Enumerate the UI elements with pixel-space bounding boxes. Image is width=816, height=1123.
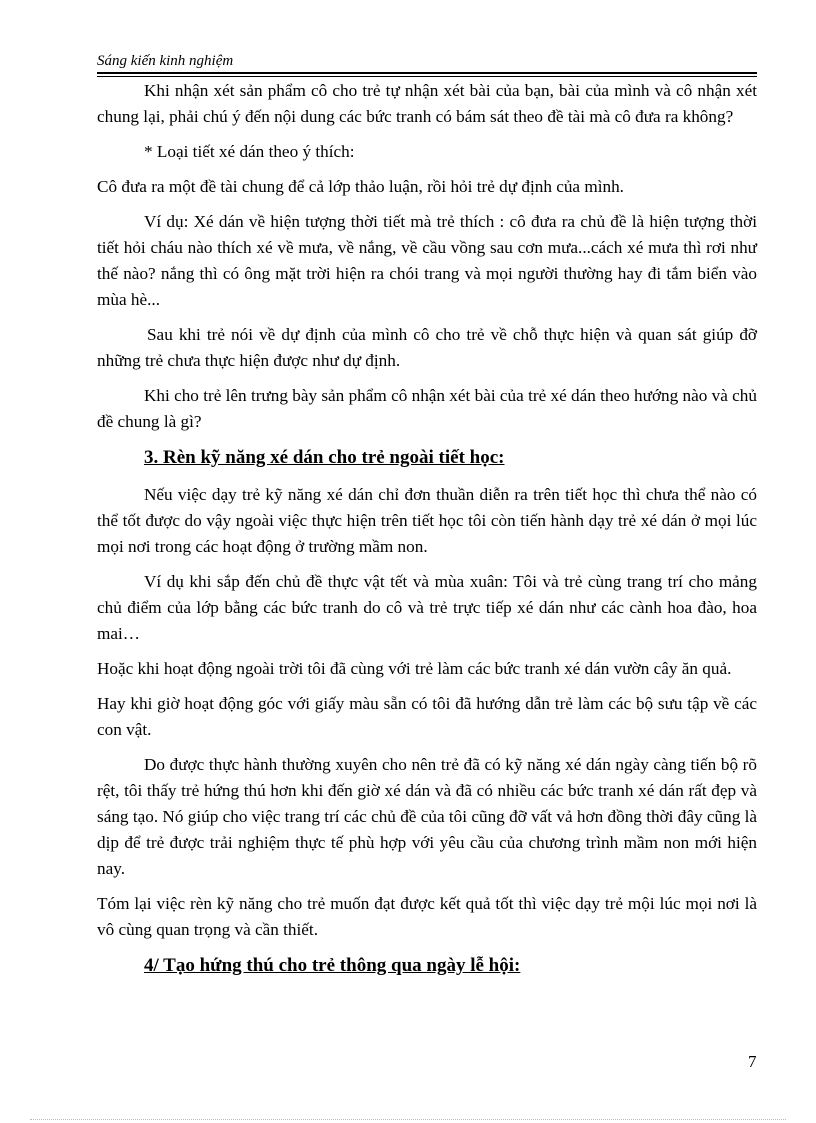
paragraph-3: Cô đưa ra một đề tài chung để cả lớp thảo luận, rồi hỏi trẻ dự định của mình. xyxy=(97,177,624,196)
paragraph-5: Sau khi trẻ nói về dự định của mình cô cho trẻ về chỗ thực hiện và quan sát giúp đỡ những trẻ chưa thực hiện được như dự định. xyxy=(97,325,757,370)
paragraph-2: * Loại tiết xé dán theo ý thích: xyxy=(144,142,355,161)
paragraph-12: Tóm lại việc rèn kỹ năng cho trẻ muốn đạt được kết quả tốt thì việc dạy trẻ mội lúc mọi nơi là vô cùng quan trọng và cần thiết. xyxy=(97,894,757,939)
page-bottom-border xyxy=(30,1119,786,1120)
paragraph-1: Khi nhận xét sản phẩm cô cho trẻ tự nhận xét bài của bạn, bài của mình và cô nhận xét chung lại, phải chú ý đến nội dung các bức tranh có bám sát theo đề tài mà cô đưa ra không? xyxy=(97,81,757,126)
section-heading-4: 4/ Tạo hứng thú cho trẻ thông qua ngày lễ hội: xyxy=(144,955,521,976)
paragraph-6: Khi cho trẻ lên trưng bày sản phẩm cô nhận xét bài của trẻ xé dán theo hướng nào và chủ đề chung là gì? xyxy=(97,386,757,431)
paragraph-8: Ví dụ khi sắp đến chủ đề thực vật tết và mùa xuân: Tôi và trẻ cùng trang trí cho mảng chủ điểm của lớp bằng các bức tranh do cô và trẻ trực tiếp xé dán như các cành hoa đào, hoa mai… xyxy=(97,572,757,643)
paragraph-4: Ví dụ: Xé dán về hiện tượng thời tiết mà trẻ thích : cô đưa ra chủ đề là hiện tượng thời tiết hỏi cháu nào thích xé về mưa, về nắng, về cầu vồng sau cơn mưa...cách xé mưa thì rơi như thế nào? nắng thì có ông mặt trời hiện ra chói trang và mọi người thường hay đi tắm biển vào mùa hè... xyxy=(97,212,757,309)
page-number: 7 xyxy=(748,1052,757,1071)
header-rule-thick xyxy=(97,72,757,74)
section-heading-3: 3. Rèn kỹ năng xé dán cho trẻ ngoài tiết học: xyxy=(144,447,505,468)
header-title: Sáng kiến kinh nghiệm xyxy=(97,53,234,69)
paragraph-7: Nếu việc dạy trẻ kỹ năng xé dán chỉ đơn thuần diễn ra trên tiết học thì chưa thể nào có thể tốt được do vậy ngoài việc thực hiện trên tiết học tôi còn tiến hành dạy trẻ xé dán ở mọi lúc mọi nơi trong các hoạt động ở trường mầm non. xyxy=(97,485,757,556)
paragraph-11: Do được thực hành thường xuyên cho nên trẻ đã có kỹ năng xé dán ngày càng tiến bộ rõ rệt, tôi thấy trẻ hứng thú hơn khi đến giờ xé dán và đã có nhiều các bức tranh xé dán rất đẹp và sáng tạo. Nó giúp cho việc trang trí các chủ đề của tôi cũng đỡ vất vả hơn đồng thời đây cũng là dịp để trẻ được trải nghiệm thực tế phù hợp với yêu cầu của chương trình mầm non mới hiện nay. xyxy=(97,755,757,878)
document-body xyxy=(97,78,757,990)
paragraph-10: Hay khi giờ hoạt động góc với giấy màu sẵn có tôi đã hướng dẫn trẻ làm các bộ sưu tập về các con vật. xyxy=(97,694,757,739)
header-rule-thin xyxy=(97,76,757,77)
page-header xyxy=(97,52,757,77)
paragraph-9: Hoặc khi hoạt động ngoài trời tôi đã cùng với trẻ làm các bức tranh xé dán vườn cây ăn quả. xyxy=(97,659,732,678)
